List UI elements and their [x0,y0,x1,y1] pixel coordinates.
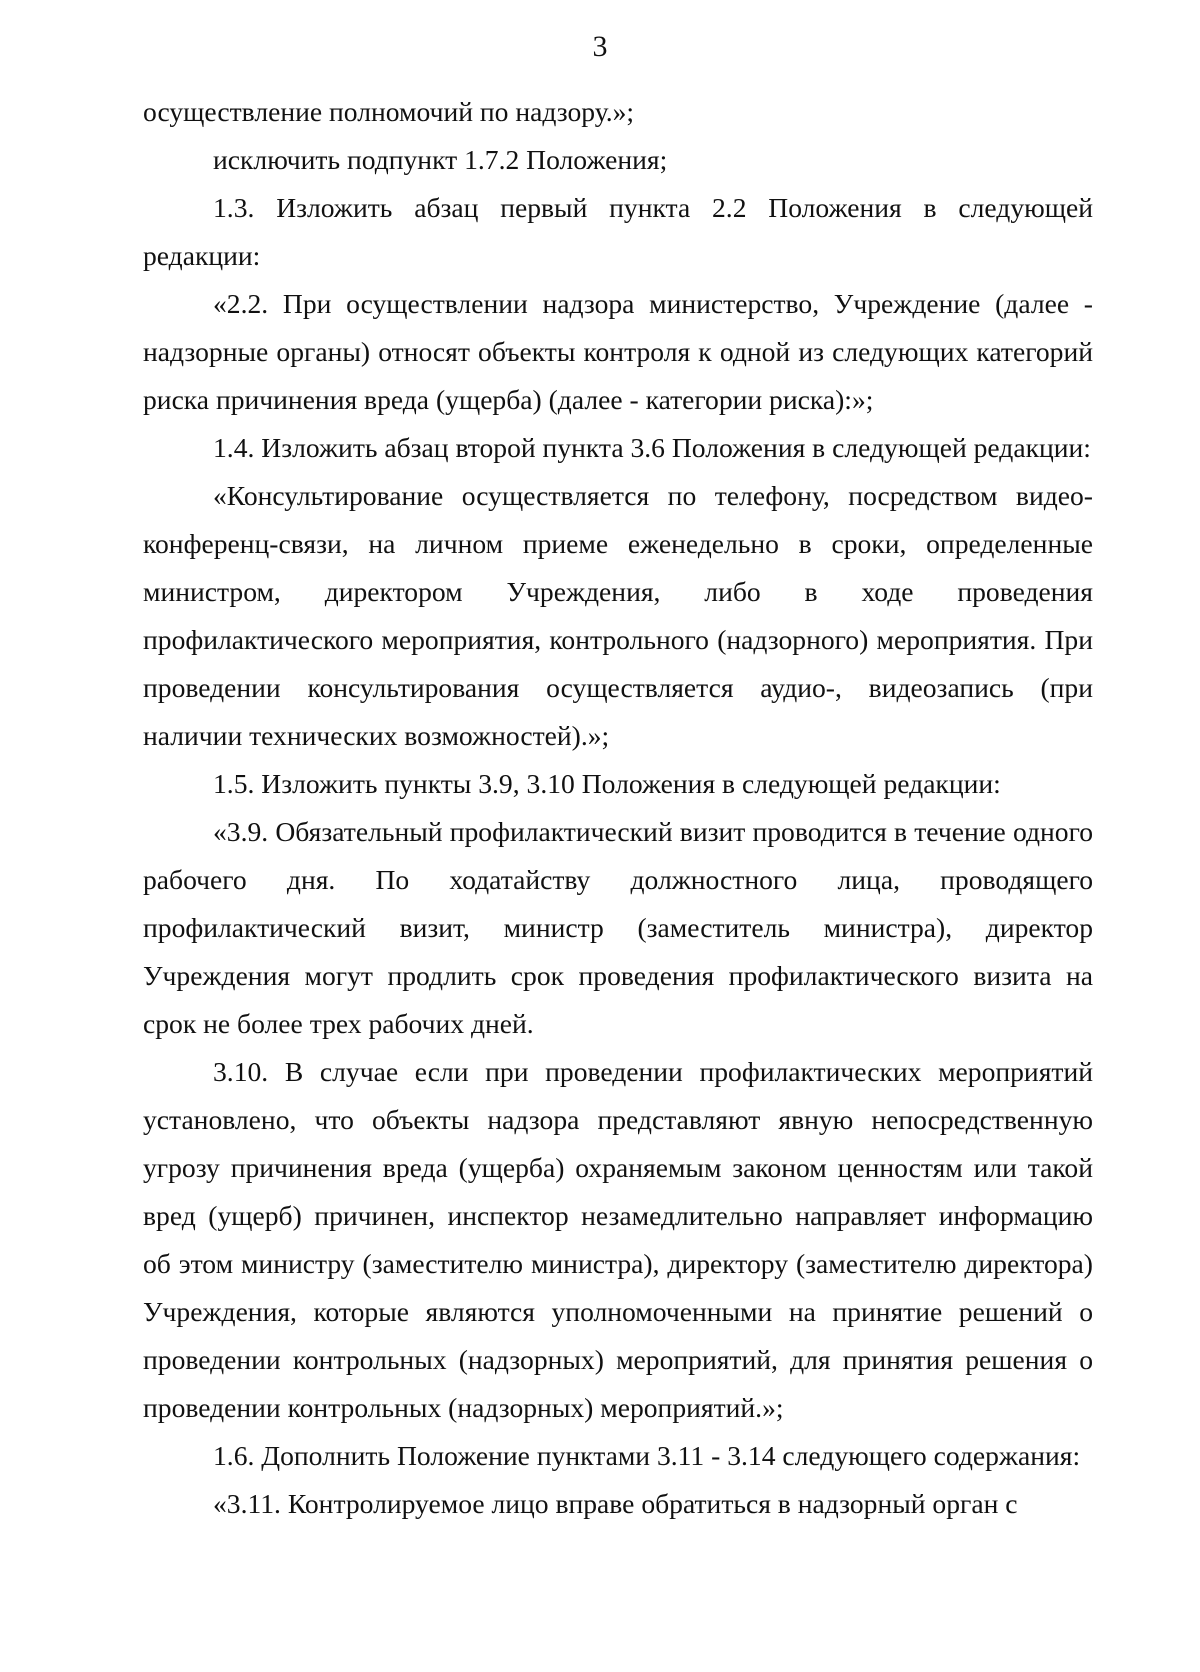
document-body [143,88,1093,1528]
paragraph-1-4: 1.4. Изложить абзац второй пункта 3.6 Положения в следующей редакции: [213,432,1091,463]
paragraph-continuation: осуществление полномочий по надзору.»; [143,96,635,127]
paragraph-1-5: 1.5. Изложить пункты 3.9, 3.10 Положения в следующей редакции: [213,768,1001,799]
paragraph-quote-3-11: «3.11. Контролируемое лицо вправе обратиться в надзорный орган с [213,1488,1018,1519]
paragraph-3-10: 3.10. В случае если при проведении профилактических мероприятий установлено, что объекты надзора представляют явную непосредственную угрозу причинения вреда (ущерба) охраняемым законом ценностям или такой вред (ущерб) причинен, инспектор незамедлительно направляет информацию об этом министру (заместителю министра), директору (заместителю директора) Учреждения, которые являются уполномоченными на принятие решений о проведении контрольных (надзорных) мероприятий, для принятия решения о проведении контрольных (надзорных) мероприятий.»; [143,1056,1093,1423]
page-number: 3 [592,30,608,63]
paragraph-exclude-subclause: исключить подпункт 1.7.2 Положения; [213,144,668,175]
paragraph-quote-consulting: «Консультирование осуществляется по телефону, посредством видео-конференц-связи, на личном приеме еженедельно в сроки, определенные министром, директором Учреждения, либо в ходе проведения профилактического мероприятия, контрольного (надзорного) мероприятия. При проведении консультирования осуществляется аудио-, видеозапись (при наличии технических возможностей).»; [143,480,1093,751]
paragraph-1-6: 1.6. Дополнить Положение пунктами 3.11 - 3.14 следующего содержания: [213,1440,1081,1471]
paragraph-1-3: 1.3. Изложить абзац первый пункта 2.2 Положения в следующей редакции: [143,192,1093,271]
paragraph-quote-3-9: «3.9. Обязательный профилактический визит проводится в течение одного рабочего дня. По ходатайству должностного лица, проводящего профилактический визит, министр (заместитель министра), директор Учреждения могут продлить срок проведения профилактического визита на срок не более трех рабочих дней. [143,816,1093,1039]
paragraph-quote-2-2: «2.2. При осуществлении надзора министерство, Учреждение (далее - надзорные органы) относят объекты контроля к одной из следующих категорий риска причинения вреда (ущерба) (далее - категории риска):»; [143,288,1093,415]
